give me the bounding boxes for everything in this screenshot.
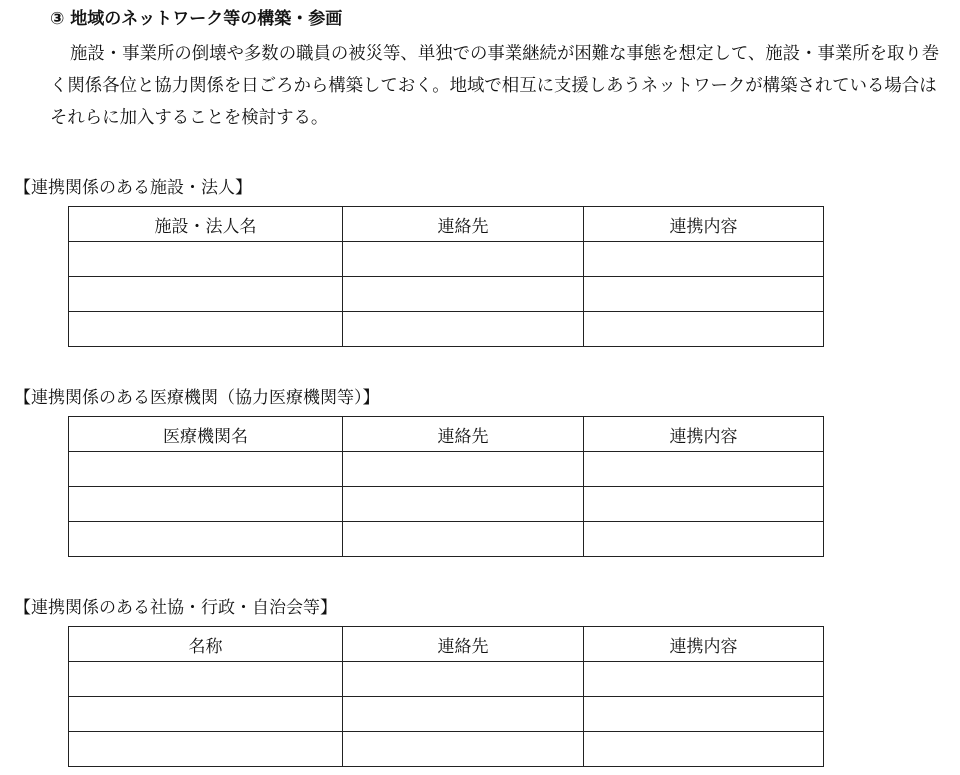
column-header-name: 施設・法人名 xyxy=(69,207,343,242)
table-cell[interactable] xyxy=(584,732,824,767)
community-contact-table xyxy=(68,626,824,767)
column-header-name: 名称 xyxy=(69,627,343,662)
table-row xyxy=(69,662,824,697)
community-table-title: 【連携関係のある社協・行政・自治会等】 xyxy=(14,598,337,618)
section-paragraph: 施設・事業所の倒壊や多数の職員の被災等、単独での事業継続が困難な事態を想定して、施設・事業所を取り巻く関係各位と協力関係を日ごろから構築しておく。地域で相互に支援しあうネットワークが構築されている場合はそれらに加入することを検討する。 xyxy=(50,44,940,128)
table-cell[interactable] xyxy=(69,662,343,697)
table-cell[interactable] xyxy=(69,312,343,347)
medical-table-title: 【連携関係のある医療機関（協力医療機関等）】 xyxy=(14,388,380,408)
table-cell[interactable] xyxy=(69,242,343,277)
table-cell[interactable] xyxy=(343,487,584,522)
facility-contact-table xyxy=(68,206,824,347)
medical-contact-table xyxy=(68,416,824,557)
table-cell[interactable] xyxy=(69,697,343,732)
table-cell[interactable] xyxy=(69,277,343,312)
table-row xyxy=(69,522,824,557)
table-row xyxy=(69,452,824,487)
table-cell[interactable] xyxy=(343,312,584,347)
table-cell[interactable] xyxy=(343,697,584,732)
column-header-cooperation: 連携内容 xyxy=(584,417,824,452)
table-cell[interactable] xyxy=(343,452,584,487)
table-header-row xyxy=(69,417,824,452)
table-cell[interactable] xyxy=(343,277,584,312)
column-header-cooperation: 連携内容 xyxy=(584,207,824,242)
table-row xyxy=(69,242,824,277)
table-cell[interactable] xyxy=(69,522,343,557)
table-row xyxy=(69,697,824,732)
table-cell[interactable] xyxy=(69,487,343,522)
table-cell[interactable] xyxy=(343,242,584,277)
table-header-row xyxy=(69,627,824,662)
table-cell[interactable] xyxy=(69,452,343,487)
table-cell[interactable] xyxy=(343,732,584,767)
column-header-contact: 連絡先 xyxy=(343,207,584,242)
table-cell[interactable] xyxy=(584,697,824,732)
table-cell[interactable] xyxy=(584,312,824,347)
table-cell[interactable] xyxy=(584,522,824,557)
column-header-cooperation: 連携内容 xyxy=(584,627,824,662)
table-row xyxy=(69,277,824,312)
column-header-name: 医療機関名 xyxy=(69,417,343,452)
facility-table-title: 【連携関係のある施設・法人】 xyxy=(14,178,252,198)
table-cell[interactable] xyxy=(584,242,824,277)
table-cell[interactable] xyxy=(69,732,343,767)
table-row xyxy=(69,732,824,767)
table-cell[interactable] xyxy=(584,452,824,487)
column-header-contact: 連絡先 xyxy=(343,417,584,452)
table-cell[interactable] xyxy=(343,522,584,557)
table-row xyxy=(69,487,824,522)
column-header-contact: 連絡先 xyxy=(343,627,584,662)
table-row xyxy=(69,312,824,347)
section-heading: ③ 地域のネットワーク等の構築・参画 xyxy=(50,9,343,29)
table-cell[interactable] xyxy=(584,662,824,697)
table-cell[interactable] xyxy=(343,662,584,697)
table-header-row xyxy=(69,207,824,242)
table-cell[interactable] xyxy=(584,487,824,522)
table-cell[interactable] xyxy=(584,277,824,312)
